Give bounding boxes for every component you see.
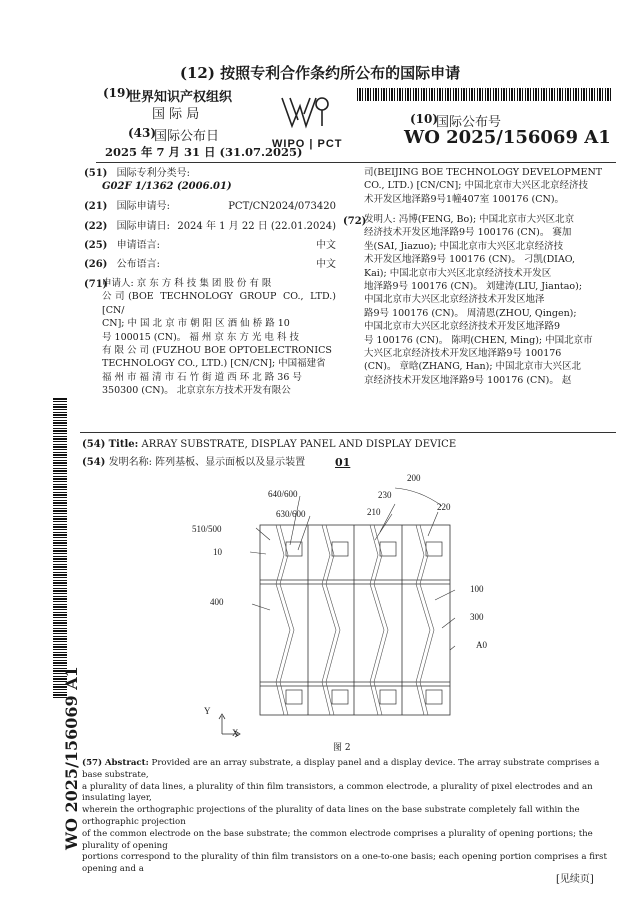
patent-figure <box>180 470 510 755</box>
title-en <box>82 438 456 451</box>
label-220: 220 <box>437 502 451 512</box>
label-400: 400 <box>210 597 224 607</box>
inventor-line: Kai); 中国北京市大兴区北京经济技术开发区 <box>364 267 552 279</box>
applicant-cont-line: CO., LTD.) [CN/CN]; 中国北京市大兴区北京经济技 <box>364 180 588 192</box>
pubno-label: 国际公布号 <box>436 115 502 130</box>
field-51 <box>84 167 336 193</box>
title-en-value: ARRAY SUBSTRATE, DISPLAY PANEL AND DISPLAY DEVICE <box>141 439 457 450</box>
label-300: 300 <box>470 612 484 622</box>
figure-caption: 图 2 <box>333 743 351 753</box>
field-26 <box>84 258 336 271</box>
inventor-line: 发明人: 冯博(FENG, Bo); 中国北京市大兴区北京 <box>364 214 575 225</box>
pubdate-label: 国际公布日 <box>154 129 220 144</box>
label-200: 200 <box>407 473 421 483</box>
pubdate-value: 2025 年 7 月 31 日 (31.07.2025) <box>105 145 303 159</box>
field-71-code: (71) <box>84 279 108 290</box>
org-name: 世界知识产权组织 <box>128 90 233 105</box>
barcode-icon <box>357 88 613 101</box>
field-22 <box>84 220 336 233</box>
title-cn <box>82 456 305 469</box>
label-210: 210 <box>367 507 381 517</box>
label-a0: A0 <box>476 640 487 650</box>
org-code: (19) <box>103 86 132 100</box>
pubno-value: WO 2025/156069 A1 <box>404 127 611 148</box>
applicant-line: 福 州 市 福 清 市 石 竹 街 道 西 环 北 路 36 号 <box>102 371 302 383</box>
inventor-line: 坐(SAI, Jiazuo); 中国北京市大兴区北京经济技 <box>364 240 564 252</box>
figure-frame <box>260 525 450 715</box>
field-51-label: 国际专利分类号: <box>116 168 190 179</box>
publication-title: (12) 按照专利合作条约所公布的国际申请 <box>179 64 461 82</box>
applicant-line: 有 限 公 司 (FUZHOU BOE OPTOELECTRONICS <box>102 345 332 357</box>
title-cn-value: 阵列基板、显示面板以及显示装置 <box>155 457 306 468</box>
inventor-line: (CN)。 章晗(ZHANG, Han); 中国北京市大兴区北 <box>364 361 582 373</box>
inventor-line: 号 100176 (CN)。 陈明(CHEN, Ming); 中国北京市 <box>364 334 593 346</box>
field-22-label: 国际申请日: <box>116 221 170 232</box>
label-100: 100 <box>470 584 484 594</box>
field-25-label: 申请语言: <box>116 240 160 251</box>
field-25 <box>84 239 336 252</box>
applicant-line: 申请人: 京 东 方 科 技 集 团 股 份 有 限 <box>102 278 272 289</box>
applicant-line: CN]; 中 国 北 京 市 朝 阳 区 酒 仙 桥 路 10 <box>102 318 290 330</box>
abstract-line: portions correspond to the plurality of thin film transistors on a one-to-one basis; each opening portion comprises a first opening and a <box>82 852 607 875</box>
section-divider <box>80 432 616 433</box>
header-divider <box>96 162 616 163</box>
field-26-label: 公布语言: <box>116 259 160 270</box>
field-25-value: 中文 <box>316 240 336 251</box>
title-cn-label: 发明名称: <box>108 457 152 468</box>
field-22-code: (22) <box>84 221 108 232</box>
pubdate-code: (43) <box>128 126 157 140</box>
inventor-line: 中国北京市大兴区北京经济技术开发区地泽 <box>364 294 545 306</box>
title-en-label: Title: <box>108 439 139 450</box>
abstract <box>82 758 612 876</box>
pubno-code: (10) <box>410 112 439 126</box>
inventor-line: 术开发区地泽路9号 100176 (CN)。 刁凯(DIAO, <box>364 254 576 266</box>
wipo-pct-mark: WIPO | PCT <box>272 138 343 150</box>
inventor-line: 中国北京市大兴区北京经济技术开发区地泽路9 <box>364 321 561 333</box>
applicant-cont-line: 术开发区地泽路9号1幢407室 100176 (CN)。 <box>364 193 565 205</box>
inventor-block <box>364 213 604 387</box>
inventor-line: 京经济技术开发区地泽路9号 100176 (CN)。 赵 <box>364 374 572 386</box>
field-21 <box>84 200 336 213</box>
applicant-block <box>102 277 336 398</box>
figure-heading: 01 <box>335 456 351 469</box>
field-22-value: 2024 年 1 月 22 日 (22.01.2024) <box>177 221 336 232</box>
title-en-code: (54) <box>82 439 106 450</box>
abstract-label: Abstract: <box>104 758 149 768</box>
wipo-logo-icon <box>276 92 336 132</box>
label-510-500: 510/500 <box>192 524 222 534</box>
applicant-line: 350300 (CN)。 北京京东方技术开发有限公 <box>102 385 291 397</box>
field-21-label: 国际申请号: <box>116 201 170 212</box>
abstract-line: wherein the orthographic projections of the plurality of data lines on the base substrate completely fall within the orthographic projection <box>82 805 580 827</box>
abstract-line: of the common electrode on the base substrate; the common electrode comprises a plurality of opening portions; the plurality of opening <box>82 828 593 851</box>
field-26-value: 中文 <box>316 259 336 270</box>
continued-marker: [见续页] <box>556 874 594 885</box>
applicant-line: 公司(BOE TECHNOLOGY GROUP CO., LTD.) [CN/ <box>102 291 336 316</box>
applicant-line: TECHNOLOGY CO., LTD.) [CN/CN]; 中国福建省 <box>102 358 326 370</box>
applicant-line: 号 100015 (CN)。 福 州 京 东 方 光 电 科 技 <box>102 331 299 343</box>
inventor-line: 路9号 100176 (CN)。 周清恩(ZHOU, Qingen); <box>364 307 577 319</box>
label-10: 10 <box>213 547 222 557</box>
abstract-line <box>82 758 612 782</box>
applicant-cont-line: 司(BEIJING BOE TECHNOLOGY DEVELOPMENT <box>364 167 603 178</box>
field-26-code: (26) <box>84 259 108 270</box>
label-630-600: 630/600 <box>276 509 306 519</box>
axis-y-label: Y <box>204 706 211 716</box>
abstract-code: (57) <box>82 758 103 768</box>
label-640-600: 640/600 <box>268 489 298 499</box>
abstract-text: Provided are an array substrate, a display panel and a display device. The array substrate comprises a base substrate, <box>82 758 600 780</box>
label-230: 230 <box>378 490 392 500</box>
inventor-line: 经济技术开发区地泽路9号 100176 (CN)。 赛加 <box>364 227 572 239</box>
inventor-line: 地泽路9号 100176 (CN)。 刘建涛(LIU, Jiantao); <box>364 281 583 293</box>
org-bureau: 国 际 局 <box>152 107 200 122</box>
field-51-value: G02F 1/1362 (2006.01) <box>102 181 232 192</box>
title-cn-code: (54) <box>82 457 106 468</box>
applicant-continued <box>364 166 604 206</box>
inventor-line: 大兴区北京经济技术开发区地泽路9号 100176 <box>364 348 562 360</box>
axis-x-label: X <box>232 728 239 738</box>
side-barcode-icon <box>53 398 67 698</box>
field-25-code: (25) <box>84 240 108 251</box>
field-21-value: PCT/CN2024/073420 <box>228 201 336 212</box>
field-51-code: (51) <box>84 168 108 179</box>
field-21-code: (21) <box>84 201 108 212</box>
abstract-line: a plurality of data lines, a plurality of thin film transistors, a common electrode, a plurality of pixel electrodes and an insulating layer, <box>82 781 593 804</box>
field-72-code: (72) <box>343 216 367 227</box>
side-publication-number: WO 2025/156069 A1 <box>62 666 81 850</box>
